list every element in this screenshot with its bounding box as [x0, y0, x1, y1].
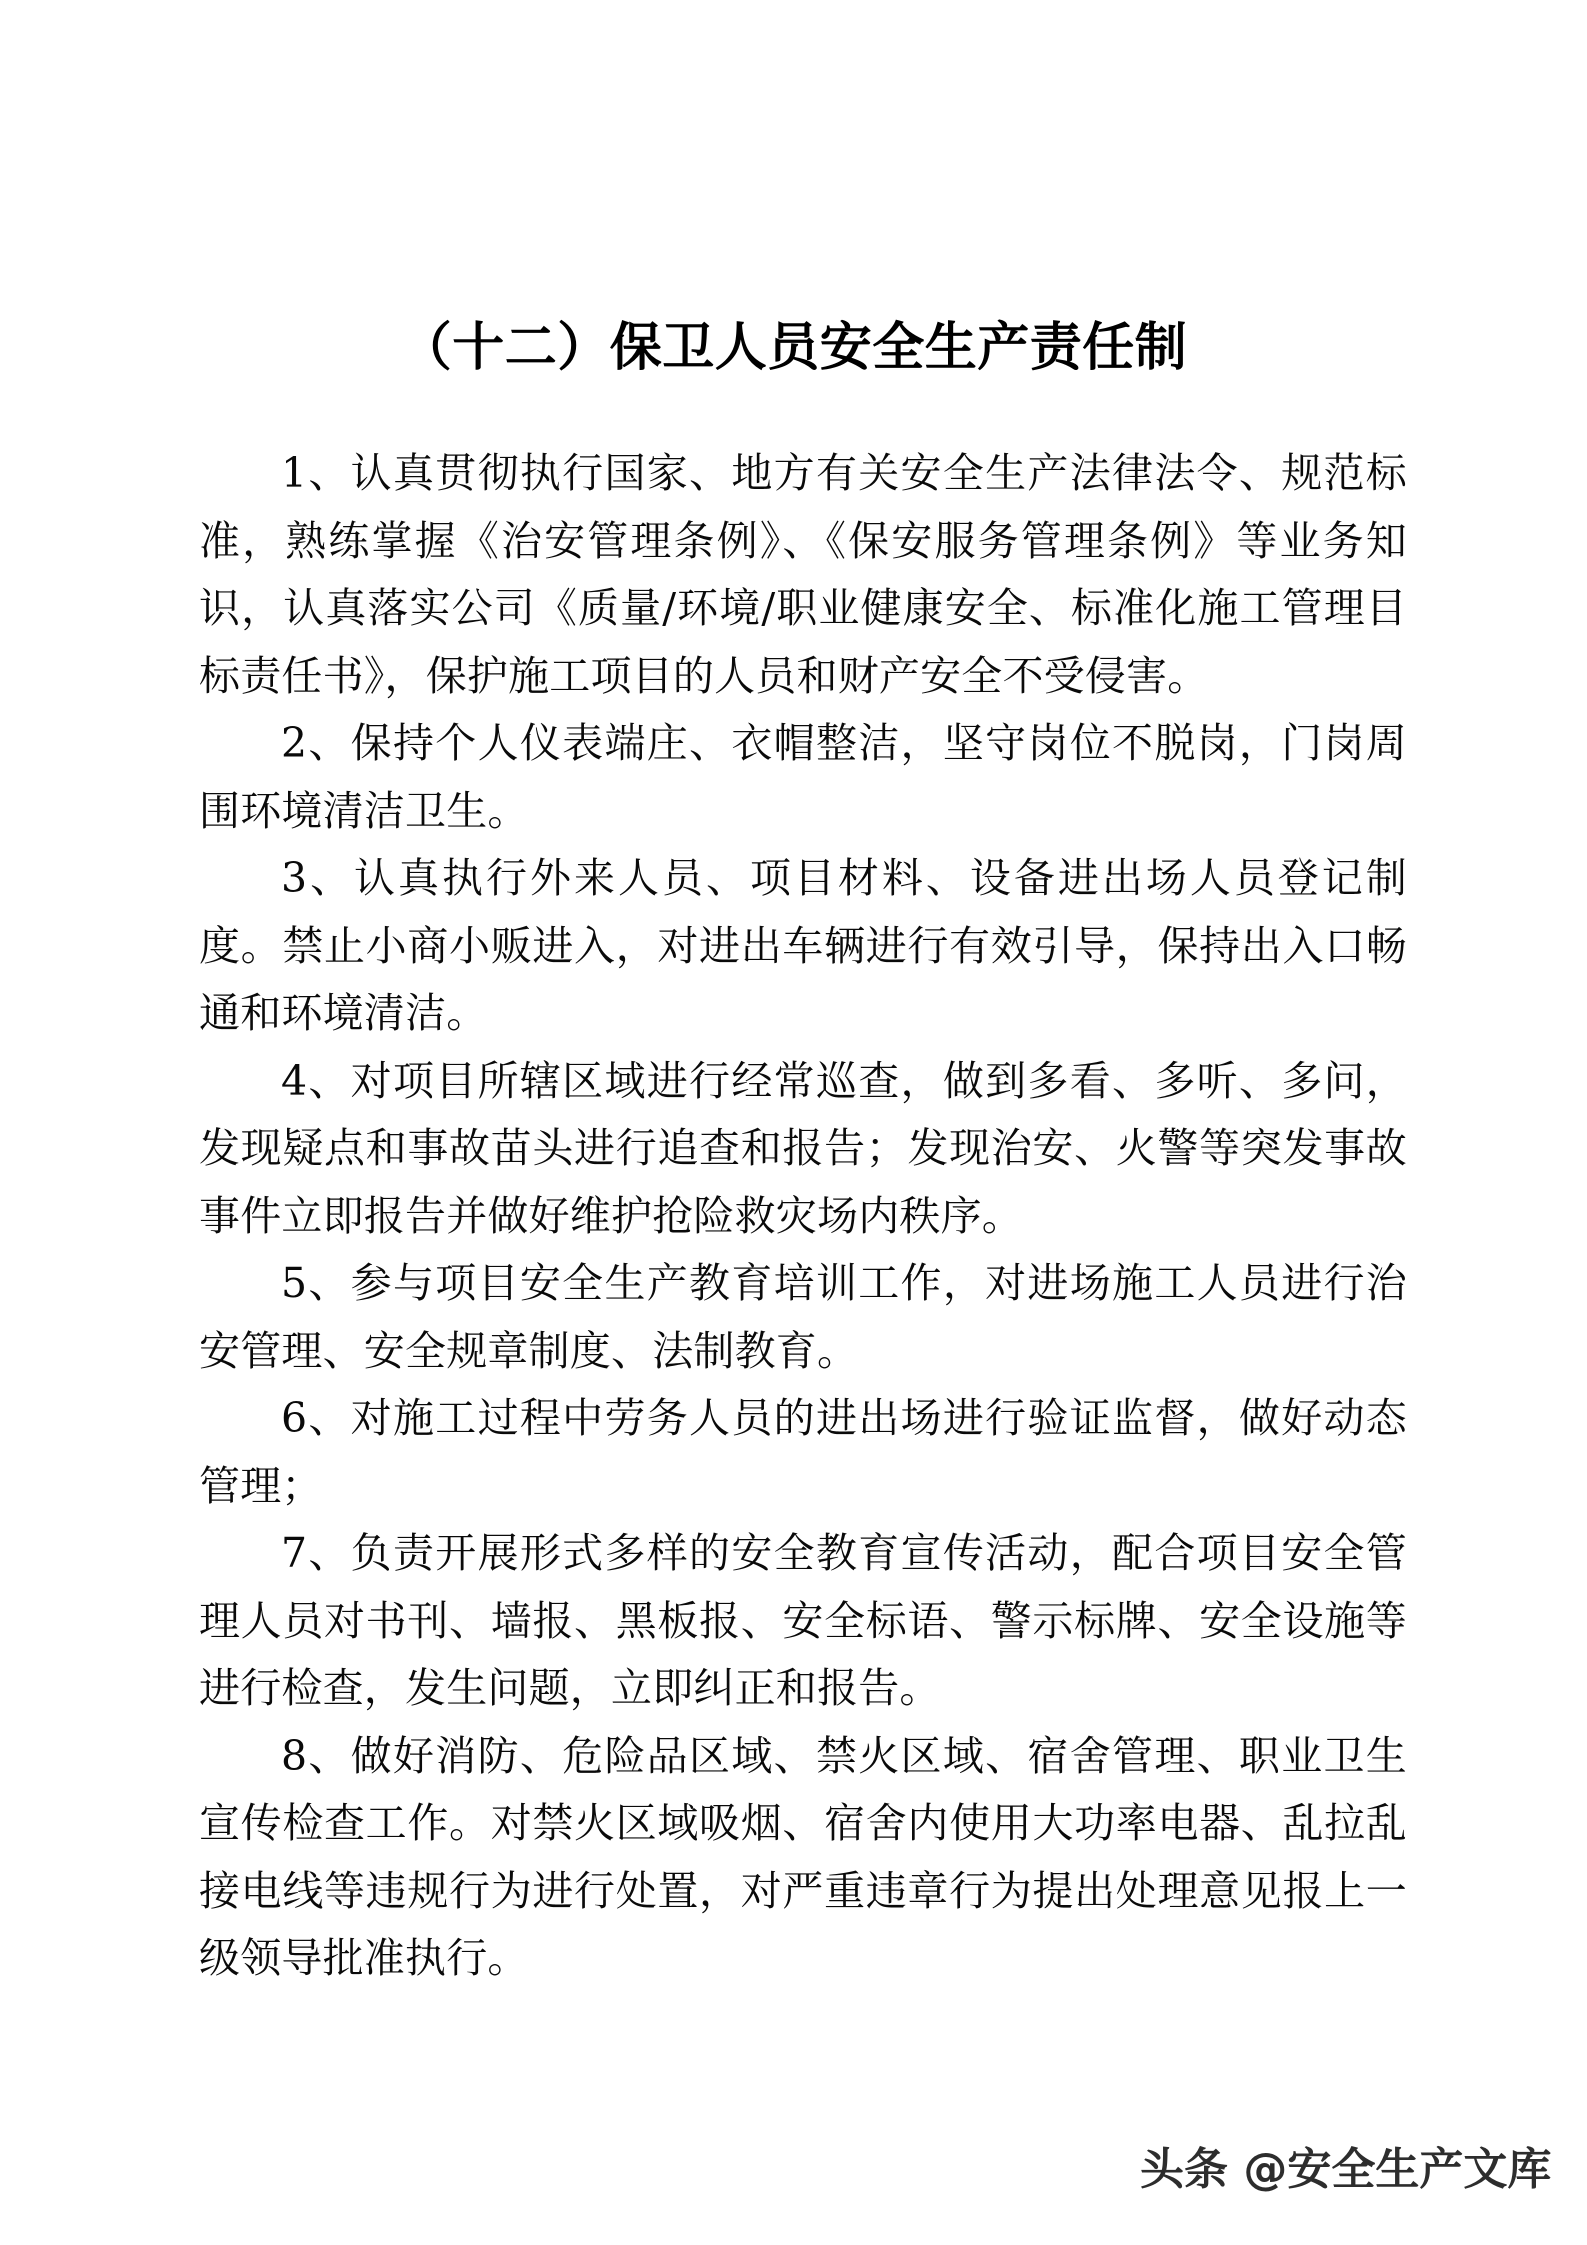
clause-item-5: 5、参与项目安全生产教育培训工作，对进场施工人员进行治安管理、安全规章制度、法制教育。	[199, 1259, 1407, 1375]
clause-item-3: 3、认真执行外来人员、项目材料、设备进出场人员登记制度。禁止小商小贩进入，对进出车辆进行有效引导，保持出入口畅通和环境清洁。	[199, 854, 1407, 1037]
clause-item-8: 8、做好消防、危险品区域、禁火区域、宿舍管理、职业卫生宣传检查工作。对禁火区域吸烟、宿舍内使用大功率电器、乱拉乱接电线等违规行为进行处置，对严重违章行为提出处理意见报上一级领导批准执行。	[199, 1731, 1407, 1982]
page-title: （十二）保卫人员安全生产责任制	[399, 317, 1188, 378]
clause-item-2: 2、保持个人仪表端庄、衣帽整洁，坚守岗位不脱岗，门岗周围环境清洁卫生。	[199, 719, 1407, 835]
clause-item-1: 1、认真贯彻执行国家、地方有关安全生产法律法令、规范标准，熟练掌握《治安管理条例》、《保安服务管理条例》等业务知识，认真落实公司《质量/环境/职业健康安全、标准化施工管理目标责任书》，保护施工项目的人员和财产安全不受侵害。	[199, 449, 1407, 700]
source-watermark: 头条 @安全生产文库	[1140, 2144, 1552, 2195]
clause-item-7: 7、负责开展形式多样的安全教育宣传活动，配合项目安全管理人员对书刊、墙报、黑板报、安全标语、警示标牌、安全设施等进行检查，发生问题，立即纠正和报告。	[199, 1529, 1407, 1712]
clause-item-4: 4、对项目所辖区域进行经常巡查，做到多看、多听、多问，发现疑点和事故苗头进行追查和报告；发现治安、火警等突发事故事件立即报告并做好维护抢险救灾场内秩序。	[199, 1056, 1407, 1240]
clause-item-6: 6、对施工过程中劳务人员的进出场进行验证监督，做好动态管理；	[199, 1394, 1407, 1510]
document-body	[199, 440, 1407, 1993]
